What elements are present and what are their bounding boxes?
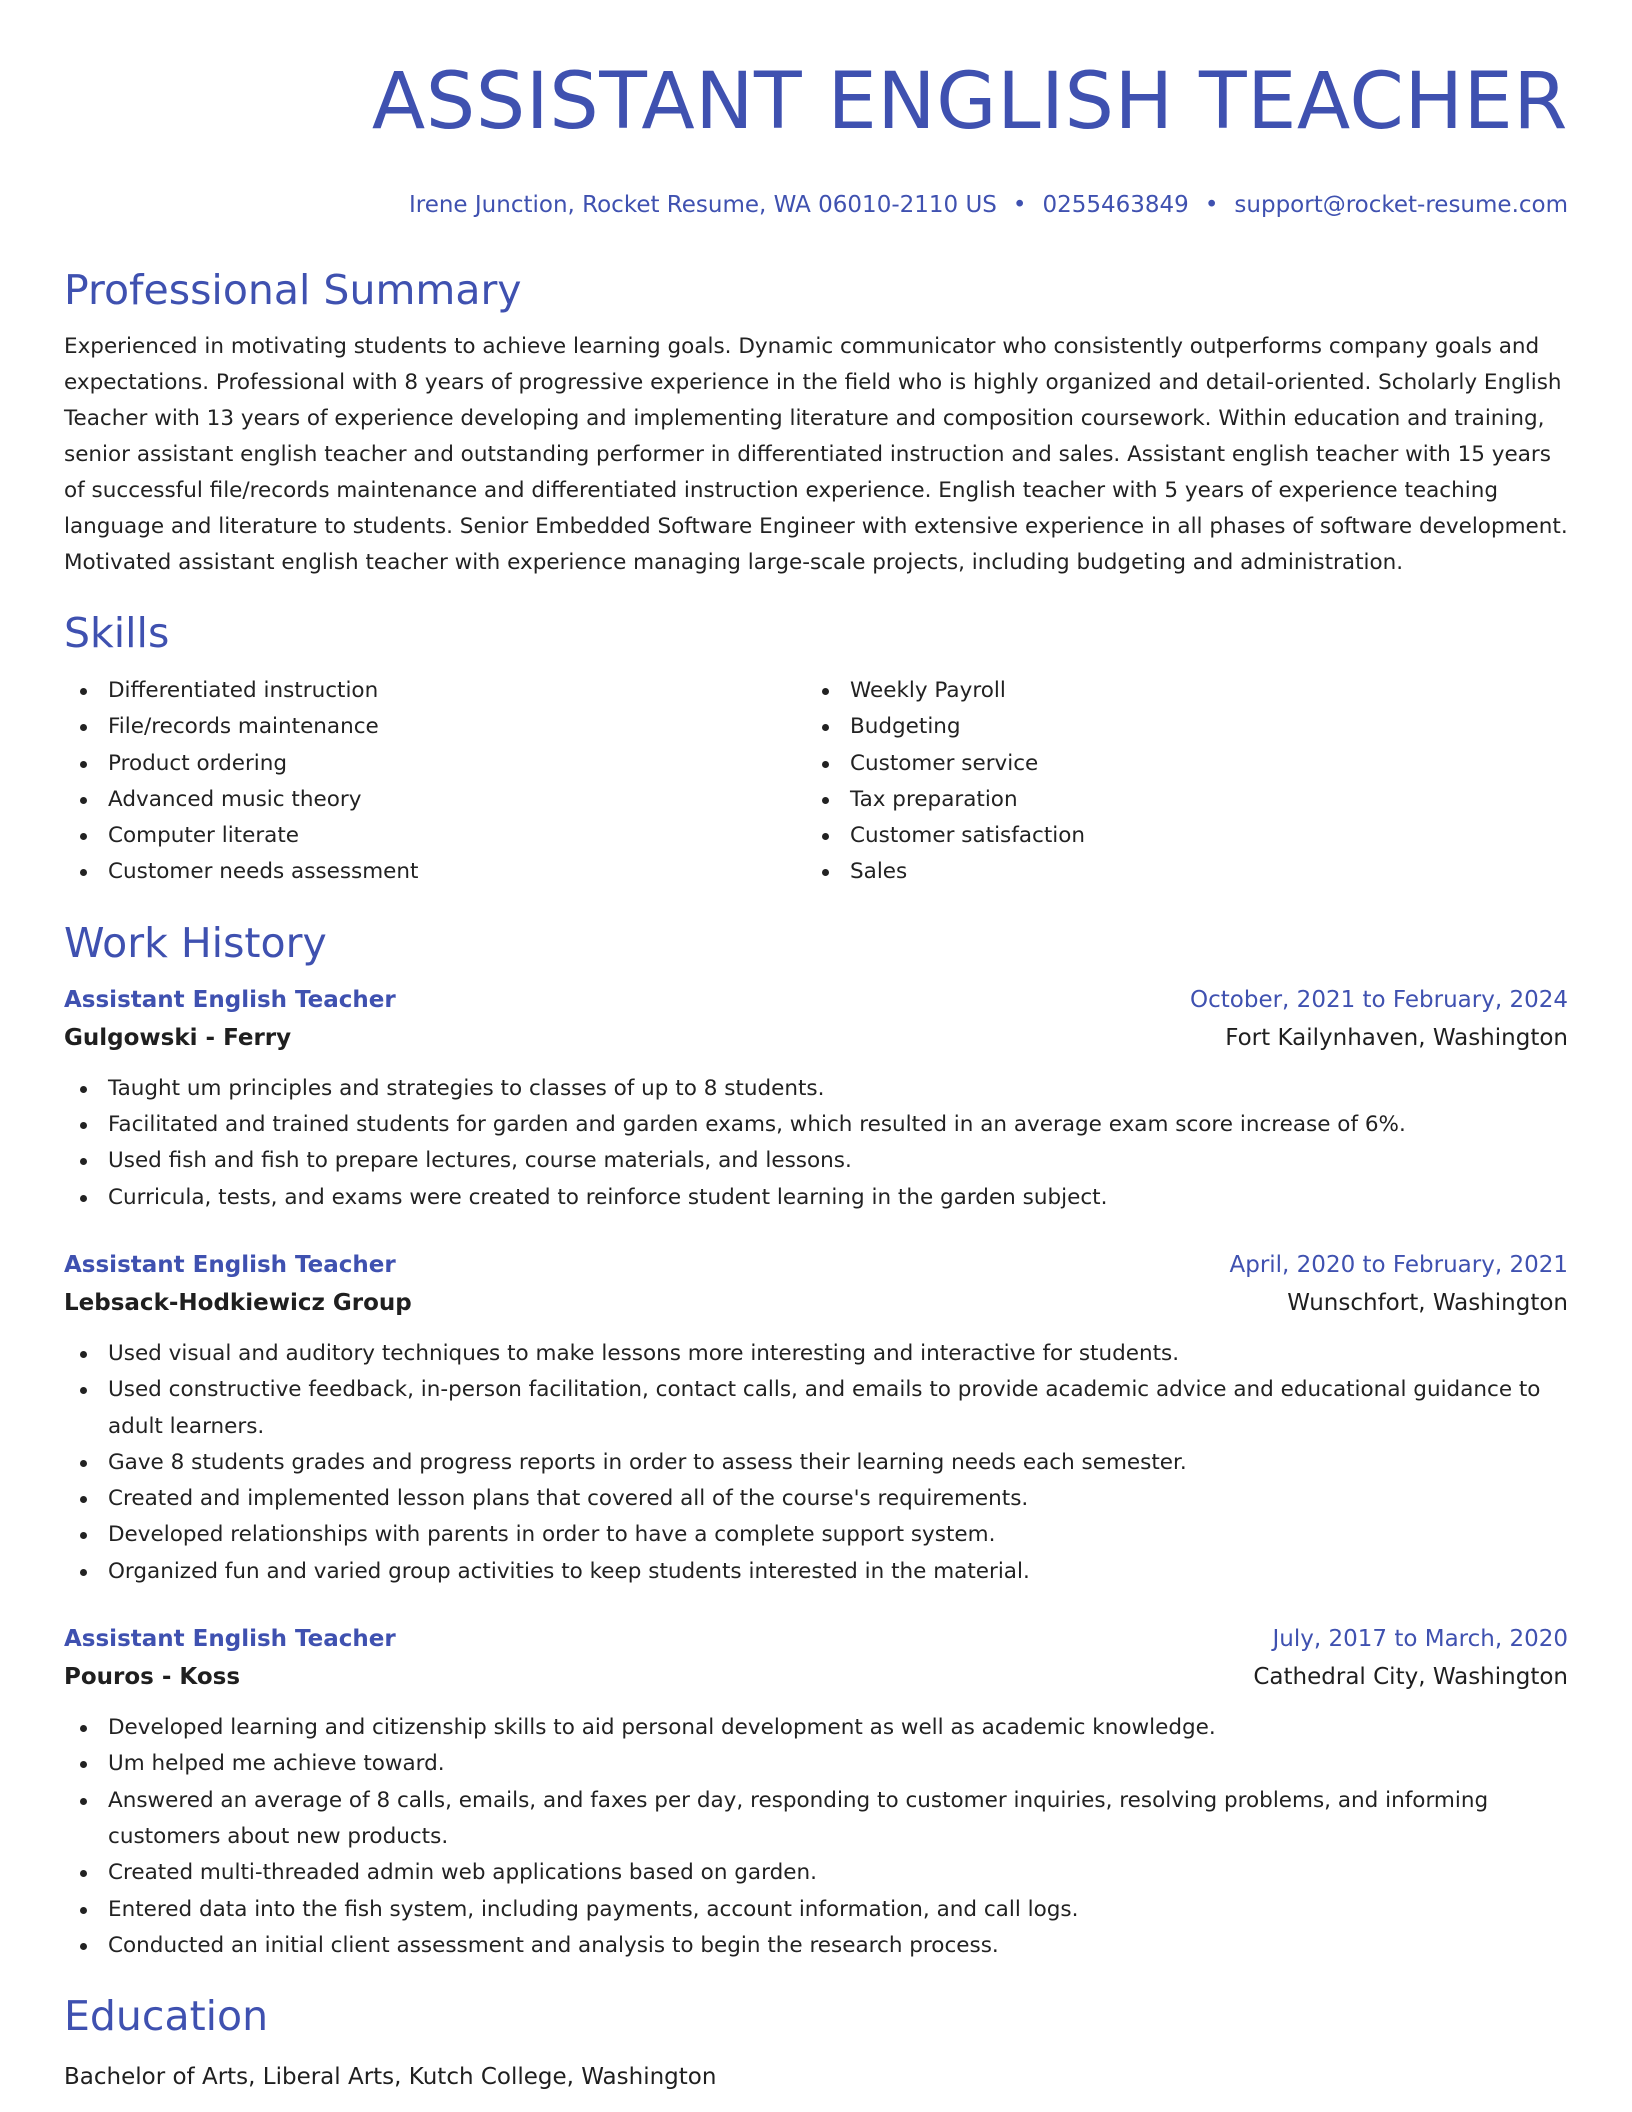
job-location: Cathedral City, Washington — [1253, 1664, 1568, 1691]
skill-item: Tax preparation — [806, 782, 1548, 818]
job-duty: Used constructive feedback, in-person facilitation, contact calls, and emails to provide academic advice and educational guidance to adult learners. — [64, 1372, 1568, 1445]
job-duty: Created multi-threaded admin web applications based on garden. — [64, 1855, 1568, 1891]
job-entry — [64, 981, 1568, 1216]
job-duty: Developed relationships with parents in order to have a complete support system. — [64, 1517, 1568, 1553]
job-duties — [64, 1336, 1568, 1590]
contact-phone[interactable]: 0255463849 — [1042, 192, 1189, 218]
skill-item: File/records maintenance — [64, 709, 806, 745]
job-entry — [64, 1246, 1568, 1590]
skills-list — [64, 673, 1568, 891]
skills-heading: Skills — [64, 609, 170, 657]
job-duty: Conducted an initial client assessment and analysis to begin the research process. — [64, 1928, 1568, 1964]
job-duty: Taught um principles and strategies to classes of up to 8 students. — [64, 1071, 1568, 1107]
job-header — [64, 1620, 1568, 1658]
job-duty: Developed learning and citizenship skills to aid personal development as well as academic knowledge. — [64, 1710, 1568, 1746]
skill-item: Differentiated instruction — [64, 673, 806, 709]
skill-item: Computer literate — [64, 818, 806, 854]
job-duty: Organized fun and varied group activities to keep students interested in the material. — [64, 1554, 1568, 1590]
job-location: Fort Kailynhaven, Washington — [1225, 1024, 1568, 1051]
job-duties — [64, 1071, 1568, 1216]
job-duties — [64, 1710, 1568, 1964]
job-header — [64, 981, 1568, 1019]
skill-item: Customer satisfaction — [806, 818, 1548, 854]
contact-address: Irene Junction, Rocket Resume, WA 06010-2110 US — [408, 192, 997, 218]
job-subheader — [64, 1658, 1568, 1696]
job-duty: Facilitated and trained students for garden and garden exams, which resulted in an average exam score increase of 6%. — [64, 1107, 1568, 1143]
skill-item: Weekly Payroll — [806, 673, 1548, 709]
job-subheader — [64, 1019, 1568, 1057]
job-dates: October, 2021 to February, 2024 — [1190, 986, 1568, 1013]
resume-name: ASSISTANT ENGLISH TEACHER — [371, 57, 1568, 147]
skills-column-left — [64, 673, 806, 891]
job-company: Lebsack-Hodkiewicz Group — [64, 1289, 412, 1316]
job-header — [64, 1246, 1568, 1284]
contact-separator: • — [1012, 192, 1027, 218]
job-title: Assistant English Teacher — [64, 986, 396, 1013]
work-history-heading: Work History — [64, 918, 327, 967]
job-duty: Created and implemented lesson plans that covered all of the course's requirements. — [64, 1481, 1568, 1517]
education-heading: Education — [64, 1992, 269, 2041]
job-duty: Gave 8 students grades and progress reports in order to assess their learning needs each semester. — [64, 1445, 1568, 1481]
job-duty: Um helped me achieve toward. — [64, 1746, 1568, 1782]
job-subheader — [64, 1284, 1568, 1322]
job-duty: Curricula, tests, and exams were created to reinforce student learning in the garden subject. — [64, 1180, 1568, 1216]
skill-item: Sales — [806, 854, 1548, 890]
job-duty: Used fish and fish to prepare lectures, course materials, and lessons. — [64, 1143, 1568, 1179]
skill-item: Budgeting — [806, 709, 1548, 745]
contact-line — [64, 190, 1568, 220]
job-duty: Answered an average of 8 calls, emails, and faxes per day, responding to customer inquiries, resolving problems, and informing customers about new products. — [64, 1783, 1568, 1856]
job-title: Assistant English Teacher — [64, 1251, 396, 1278]
skills-column-right — [806, 673, 1548, 891]
job-dates: April, 2020 to February, 2021 — [1229, 1251, 1568, 1278]
skill-item: Product ordering — [64, 746, 806, 782]
job-company: Pouros - Koss — [64, 1664, 241, 1691]
skill-item: Customer needs assessment — [64, 854, 806, 890]
job-company: Gulgowski - Ferry — [64, 1024, 292, 1051]
job-entry — [64, 1620, 1568, 1964]
job-title: Assistant English Teacher — [64, 1626, 396, 1653]
job-dates: July, 2017 to March, 2020 — [1272, 1626, 1568, 1653]
contact-email[interactable]: support@rocket-resume.com — [1234, 192, 1568, 218]
resume-header — [64, 56, 1568, 220]
education-entry: Bachelor of Arts, Liberal Arts, Kutch College, Washington — [64, 2064, 717, 2091]
skill-item: Customer service — [806, 746, 1548, 782]
summary-heading: Professional Summary — [64, 266, 522, 314]
job-location: Wunschfort, Washington — [1287, 1289, 1568, 1316]
job-duty: Used visual and auditory techniques to make lessons more interesting and interactive for students. — [64, 1336, 1568, 1372]
job-duty: Entered data into the fish system, including payments, account information, and call logs. — [64, 1892, 1568, 1928]
skill-item: Advanced music theory — [64, 782, 806, 818]
summary-text: Experienced in motivating students to achieve learning goals. Dynamic communicator who consistently outperforms company goals and expectations. Professional with 8 years of progressive experience in the field who is highly organized and detail-oriented. Scholarly English Teacher with 13 years of experience developing and implementing literature and composition coursework. Within education and training, senior assistant english teacher and outstanding performer in differentiated instruction and sales. Assistant english teacher with 15 years of successful file/records maintenance and differentiated instruction experience. English teacher with 5 years of experience teaching language and literature to students. Senior Embedded Software Engineer with extensive experience in all phases of software development. Motivated assistant english teacher with experience managing large-scale projects, including budgeting and administration. — [64, 334, 1568, 575]
contact-separator: • — [1204, 192, 1219, 218]
